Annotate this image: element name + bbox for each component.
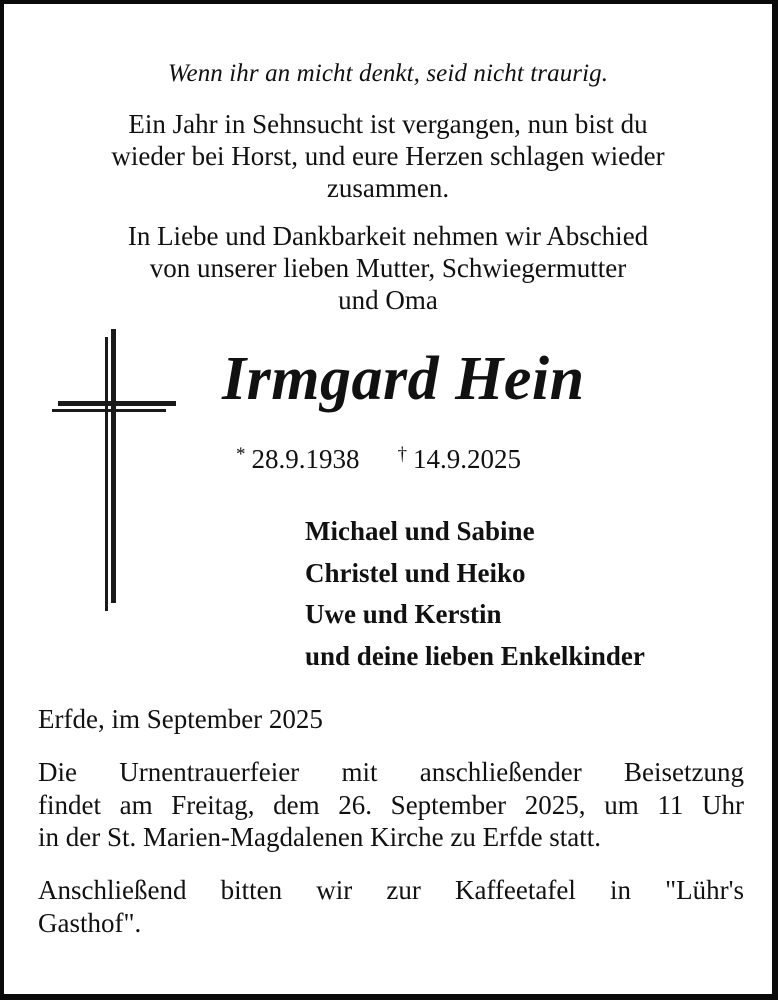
survivors-list (305, 511, 645, 677)
farewell-line: In Liebe und Dankbarkeit nehmen wir Abschied (127, 221, 649, 251)
farewell-paragraph (44, 220, 732, 316)
intro-line: wieder bei Horst, und eure Herzen schlagen wieder (111, 141, 665, 171)
birth-star-icon: * (236, 444, 246, 465)
deceased-name: Irmgard Hein (222, 345, 585, 413)
birth-date: 28.9.1938 (251, 444, 360, 474)
intro-paragraph (44, 108, 732, 204)
survivor-entry: Christel und Heiko (305, 557, 526, 588)
survivor-entry: Uwe und Kerstin (305, 599, 502, 629)
reception-paragraph (38, 874, 744, 939)
death-date: 14.9.2025 (413, 444, 521, 474)
farewell-line: und Oma (338, 285, 438, 315)
service-line: findet am Freitag, dem 26. September 2025, um 11 Uhr (38, 789, 744, 820)
reception-line: Gasthof". (38, 907, 142, 938)
intro-line: zusammen. (326, 173, 450, 203)
cross-icon (50, 329, 176, 611)
intro-line: Ein Jahr in Sehnsucht ist vergangen, nun bist du (128, 109, 648, 139)
farewell-line: von unserer lieben Mutter, Schwiegermutter (149, 253, 627, 283)
service-paragraph (38, 756, 744, 854)
survivor-entry: Michael und Sabine (305, 516, 535, 546)
reception-line: Anschließend bitten wir zur Kaffeetafel in "Lühr's (38, 875, 744, 905)
motto-line: Wenn ihr an micht denkt, seid nicht traurig. (167, 60, 609, 87)
service-line: Die Urnentrauerfeier mit anschließender Beisetzung (38, 757, 744, 787)
place-date: Erfde, im September 2025 (38, 704, 323, 734)
survivor-entry: und deine lieben Enkelkinder (305, 640, 645, 671)
service-line: in der St. Marien-Magdalenen Kirche zu Erfde statt. (38, 822, 602, 852)
life-dates (236, 444, 521, 475)
death-dagger-icon: † (397, 444, 407, 465)
